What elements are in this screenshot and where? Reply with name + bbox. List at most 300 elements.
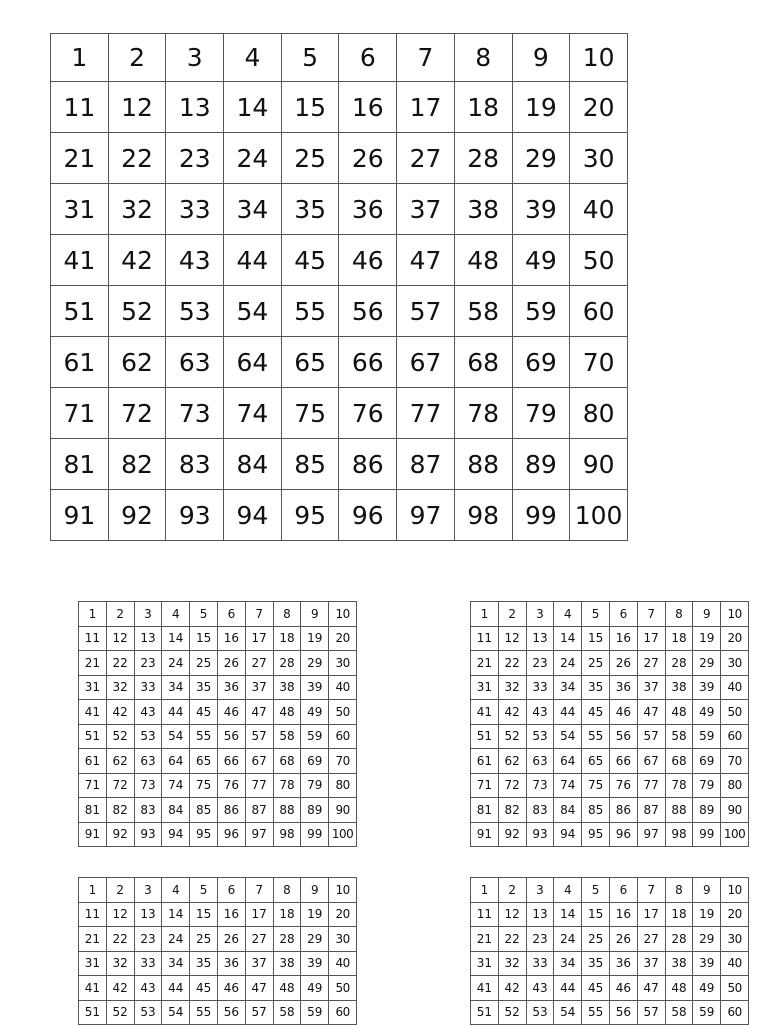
number-cell: 56 (217, 724, 245, 749)
number-cell: 94 (162, 822, 190, 847)
number-cell: 5 (190, 878, 218, 903)
number-cell: 30 (721, 927, 749, 952)
number-cell: 7 (397, 34, 455, 82)
number-cell: 36 (609, 675, 637, 700)
number-cell: 92 (498, 822, 526, 847)
number-cell: 97 (245, 822, 273, 847)
chart-row (51, 490, 628, 541)
number-cell: 17 (637, 626, 665, 651)
number-cell: 10 (721, 602, 749, 627)
number-cell: 52 (106, 1000, 134, 1025)
number-cell: 16 (339, 82, 397, 133)
number-cell: 3 (134, 878, 162, 903)
chart-row (471, 626, 749, 651)
number-cell: 68 (273, 749, 301, 774)
number-cell: 49 (512, 235, 570, 286)
number-cell: 38 (665, 951, 693, 976)
number-cell: 58 (454, 286, 512, 337)
chart-row (79, 822, 357, 847)
number-cell: 48 (454, 235, 512, 286)
number-cell: 90 (721, 798, 749, 823)
number-cell: 76 (609, 773, 637, 798)
number-cell: 60 (721, 724, 749, 749)
number-cell: 90 (329, 798, 357, 823)
number-cell: 92 (106, 822, 134, 847)
number-cell: 4 (162, 878, 190, 903)
number-cell: 9 (301, 878, 329, 903)
number-cell: 20 (721, 902, 749, 927)
number-cell: 13 (134, 902, 162, 927)
number-cell: 54 (554, 724, 582, 749)
number-cell: 55 (190, 1000, 218, 1025)
number-cell: 34 (554, 951, 582, 976)
number-cell: 59 (301, 724, 329, 749)
number-cell: 45 (190, 700, 218, 725)
number-cell: 64 (554, 749, 582, 774)
number-cell: 31 (51, 184, 109, 235)
number-cell: 11 (471, 902, 499, 927)
number-cell: 40 (721, 951, 749, 976)
number-cell: 99 (693, 822, 721, 847)
number-cell: 78 (454, 388, 512, 439)
number-cell: 36 (609, 951, 637, 976)
number-cell: 76 (217, 773, 245, 798)
number-cell: 38 (273, 675, 301, 700)
number-cell: 27 (397, 133, 455, 184)
number-cell: 11 (51, 82, 109, 133)
number-cell: 98 (454, 490, 512, 541)
number-cell: 28 (273, 651, 301, 676)
number-cell: 80 (721, 773, 749, 798)
number-cell: 10 (329, 878, 357, 903)
number-cell: 21 (51, 133, 109, 184)
number-cell: 50 (329, 976, 357, 1001)
number-cell: 23 (526, 927, 554, 952)
number-cell: 56 (217, 1000, 245, 1025)
number-cell: 16 (217, 626, 245, 651)
number-cell: 8 (273, 878, 301, 903)
number-cell: 1 (79, 878, 107, 903)
number-cell: 54 (224, 286, 282, 337)
number-cell: 14 (224, 82, 282, 133)
number-cell: 32 (498, 675, 526, 700)
number-cell: 24 (162, 651, 190, 676)
chart-row (51, 184, 628, 235)
number-cell: 49 (693, 976, 721, 1001)
number-cell: 88 (273, 798, 301, 823)
number-cell: 75 (190, 773, 218, 798)
number-cell: 80 (570, 388, 628, 439)
number-cell: 46 (609, 976, 637, 1001)
number-cell: 52 (498, 724, 526, 749)
number-cell: 95 (582, 822, 610, 847)
chart-row (471, 976, 749, 1001)
number-cell: 26 (609, 651, 637, 676)
number-cell: 23 (526, 651, 554, 676)
number-cell: 62 (498, 749, 526, 774)
number-cell: 53 (526, 724, 554, 749)
number-cell: 51 (51, 286, 109, 337)
number-cell: 17 (245, 902, 273, 927)
number-cell: 40 (329, 675, 357, 700)
number-cell: 43 (166, 235, 224, 286)
number-cell: 45 (582, 976, 610, 1001)
number-cell: 2 (108, 34, 166, 82)
number-cell: 38 (454, 184, 512, 235)
number-cell: 15 (281, 82, 339, 133)
number-cell: 47 (637, 700, 665, 725)
number-cell: 30 (329, 651, 357, 676)
number-cell: 98 (273, 822, 301, 847)
chart-row (79, 902, 357, 927)
chart-row (471, 927, 749, 952)
number-cell: 26 (339, 133, 397, 184)
number-cell: 30 (721, 651, 749, 676)
number-cell: 1 (471, 878, 499, 903)
number-cell: 6 (217, 602, 245, 627)
number-cell: 22 (498, 651, 526, 676)
number-cell: 72 (108, 388, 166, 439)
number-cell: 93 (134, 822, 162, 847)
number-cell: 57 (245, 724, 273, 749)
number-cell: 17 (245, 626, 273, 651)
number-cell: 78 (273, 773, 301, 798)
number-cell: 36 (217, 951, 245, 976)
number-cell: 62 (108, 337, 166, 388)
number-cell: 5 (281, 34, 339, 82)
number-cell: 4 (224, 34, 282, 82)
number-cell: 6 (609, 878, 637, 903)
number-cell: 15 (190, 902, 218, 927)
number-cell: 33 (526, 675, 554, 700)
number-cell: 55 (582, 1000, 610, 1025)
number-cell: 98 (665, 822, 693, 847)
number-cell: 16 (609, 626, 637, 651)
number-cell: 7 (637, 602, 665, 627)
number-cell: 37 (245, 951, 273, 976)
number-cell: 75 (281, 388, 339, 439)
number-cell: 29 (301, 927, 329, 952)
number-cell: 80 (329, 773, 357, 798)
number-cell: 42 (106, 700, 134, 725)
number-cell: 93 (526, 822, 554, 847)
number-cell: 67 (397, 337, 455, 388)
chart-row (51, 133, 628, 184)
number-cell: 94 (224, 490, 282, 541)
number-cell: 21 (79, 651, 107, 676)
number-cell: 50 (721, 700, 749, 725)
number-cell: 92 (108, 490, 166, 541)
number-cell: 84 (162, 798, 190, 823)
number-cell: 66 (339, 337, 397, 388)
number-cell: 36 (339, 184, 397, 235)
number-cell: 2 (498, 878, 526, 903)
number-cell: 4 (554, 602, 582, 627)
number-cell: 93 (166, 490, 224, 541)
number-cell: 30 (570, 133, 628, 184)
number-cell: 41 (471, 976, 499, 1001)
number-cell: 62 (106, 749, 134, 774)
number-cell: 11 (79, 626, 107, 651)
number-cell: 59 (301, 1000, 329, 1025)
number-cell: 31 (79, 951, 107, 976)
number-cell: 48 (273, 976, 301, 1001)
number-cell: 3 (526, 878, 554, 903)
number-cell: 3 (166, 34, 224, 82)
number-cell: 4 (162, 602, 190, 627)
number-cell: 82 (108, 439, 166, 490)
number-cell: 61 (51, 337, 109, 388)
number-cell: 40 (570, 184, 628, 235)
number-cell: 91 (471, 822, 499, 847)
number-cell: 6 (609, 602, 637, 627)
chart-row (471, 602, 749, 627)
number-cell: 54 (162, 724, 190, 749)
chart-row (79, 927, 357, 952)
chart-row (471, 724, 749, 749)
number-cell: 66 (609, 749, 637, 774)
number-cell: 24 (224, 133, 282, 184)
number-cell: 33 (134, 675, 162, 700)
number-cell: 97 (397, 490, 455, 541)
number-cell: 81 (79, 798, 107, 823)
number-cell: 26 (609, 927, 637, 952)
number-cell: 49 (301, 976, 329, 1001)
number-cell: 67 (637, 749, 665, 774)
number-cell: 53 (134, 724, 162, 749)
chart-row (471, 822, 749, 847)
number-cell: 47 (637, 976, 665, 1001)
number-cell: 9 (301, 602, 329, 627)
number-cell: 95 (190, 822, 218, 847)
number-cell: 16 (609, 902, 637, 927)
number-cell: 43 (526, 976, 554, 1001)
number-cell: 74 (224, 388, 282, 439)
number-cell: 51 (471, 1000, 499, 1025)
number-cell: 12 (108, 82, 166, 133)
chart-row (79, 951, 357, 976)
number-cell: 39 (301, 675, 329, 700)
number-cell: 70 (721, 749, 749, 774)
chart-row (79, 1000, 357, 1025)
number-cell: 1 (79, 602, 107, 627)
number-cell: 9 (512, 34, 570, 82)
number-cell: 49 (301, 700, 329, 725)
chart-row (79, 700, 357, 725)
number-cell: 60 (570, 286, 628, 337)
number-cell: 68 (665, 749, 693, 774)
number-cell: 24 (554, 927, 582, 952)
number-cell: 79 (693, 773, 721, 798)
number-cell: 2 (106, 602, 134, 627)
number-cell: 34 (162, 675, 190, 700)
number-cell: 32 (108, 184, 166, 235)
number-cell: 7 (245, 878, 273, 903)
number-cell: 67 (245, 749, 273, 774)
number-cell: 61 (471, 749, 499, 774)
number-cell: 28 (665, 927, 693, 952)
hundred-chart-small-bottom-right (470, 877, 749, 1025)
number-cell: 25 (190, 651, 218, 676)
number-cell: 51 (471, 724, 499, 749)
number-cell: 34 (162, 951, 190, 976)
number-cell: 82 (106, 798, 134, 823)
number-cell: 69 (512, 337, 570, 388)
number-cell: 84 (224, 439, 282, 490)
number-cell: 74 (162, 773, 190, 798)
number-cell: 22 (106, 927, 134, 952)
number-cell: 78 (665, 773, 693, 798)
number-cell: 57 (637, 724, 665, 749)
number-cell: 59 (693, 1000, 721, 1025)
number-cell: 51 (79, 1000, 107, 1025)
number-cell: 37 (637, 951, 665, 976)
number-cell: 10 (570, 34, 628, 82)
number-cell: 8 (665, 878, 693, 903)
chart-row (79, 878, 357, 903)
number-cell: 37 (397, 184, 455, 235)
number-cell: 7 (245, 602, 273, 627)
number-cell: 86 (609, 798, 637, 823)
number-cell: 71 (51, 388, 109, 439)
number-cell: 17 (637, 902, 665, 927)
number-cell: 32 (106, 951, 134, 976)
number-cell: 37 (637, 675, 665, 700)
number-cell: 31 (471, 675, 499, 700)
chart-row (79, 724, 357, 749)
chart-row (51, 235, 628, 286)
number-cell: 13 (526, 902, 554, 927)
number-cell: 79 (512, 388, 570, 439)
number-cell: 44 (162, 976, 190, 1001)
number-cell: 27 (245, 651, 273, 676)
number-cell: 41 (471, 700, 499, 725)
number-cell: 33 (166, 184, 224, 235)
number-cell: 13 (526, 626, 554, 651)
number-cell: 20 (721, 626, 749, 651)
chart-row (79, 602, 357, 627)
number-cell: 32 (106, 675, 134, 700)
number-cell: 63 (526, 749, 554, 774)
number-cell: 38 (665, 675, 693, 700)
number-cell: 36 (217, 675, 245, 700)
number-cell: 25 (582, 927, 610, 952)
number-cell: 13 (134, 626, 162, 651)
number-cell: 46 (217, 700, 245, 725)
number-cell: 3 (134, 602, 162, 627)
chart-row (471, 749, 749, 774)
number-cell: 97 (637, 822, 665, 847)
number-cell: 8 (454, 34, 512, 82)
number-cell: 22 (498, 927, 526, 952)
number-cell: 23 (134, 927, 162, 952)
number-cell: 29 (693, 927, 721, 952)
chart-row (471, 773, 749, 798)
number-cell: 73 (134, 773, 162, 798)
number-cell: 56 (609, 1000, 637, 1025)
number-cell: 59 (693, 724, 721, 749)
number-cell: 21 (79, 927, 107, 952)
number-cell: 27 (637, 651, 665, 676)
number-cell: 83 (134, 798, 162, 823)
number-cell: 44 (224, 235, 282, 286)
number-cell: 1 (51, 34, 109, 82)
number-cell: 18 (273, 626, 301, 651)
chart-row (79, 651, 357, 676)
number-cell: 61 (79, 749, 107, 774)
number-cell: 86 (339, 439, 397, 490)
number-cell: 27 (245, 927, 273, 952)
number-cell: 87 (637, 798, 665, 823)
number-cell: 83 (166, 439, 224, 490)
chart-row (79, 976, 357, 1001)
number-cell: 27 (637, 927, 665, 952)
number-cell: 30 (329, 927, 357, 952)
number-cell: 31 (471, 951, 499, 976)
number-cell: 4 (554, 878, 582, 903)
number-cell: 35 (281, 184, 339, 235)
number-cell: 42 (498, 700, 526, 725)
number-cell: 50 (721, 976, 749, 1001)
number-cell: 8 (273, 602, 301, 627)
number-cell: 77 (397, 388, 455, 439)
number-cell: 46 (609, 700, 637, 725)
number-cell: 51 (79, 724, 107, 749)
chart-row (79, 798, 357, 823)
number-cell: 35 (582, 675, 610, 700)
number-cell: 33 (526, 951, 554, 976)
number-cell: 19 (693, 902, 721, 927)
number-cell: 10 (721, 878, 749, 903)
number-cell: 2 (106, 878, 134, 903)
hundred-chart-small-bottom-left (78, 877, 357, 1025)
number-cell: 5 (582, 602, 610, 627)
number-cell: 12 (106, 902, 134, 927)
number-cell: 39 (693, 675, 721, 700)
number-cell: 60 (329, 724, 357, 749)
number-cell: 81 (51, 439, 109, 490)
number-cell: 63 (134, 749, 162, 774)
number-cell: 72 (106, 773, 134, 798)
number-cell: 88 (454, 439, 512, 490)
number-cell: 55 (582, 724, 610, 749)
number-cell: 81 (471, 798, 499, 823)
number-cell: 34 (554, 675, 582, 700)
number-cell: 8 (665, 602, 693, 627)
number-cell: 40 (329, 951, 357, 976)
number-cell: 6 (217, 878, 245, 903)
number-cell: 43 (526, 700, 554, 725)
number-cell: 99 (512, 490, 570, 541)
number-cell: 86 (217, 798, 245, 823)
number-cell: 77 (637, 773, 665, 798)
number-cell: 47 (245, 976, 273, 1001)
number-cell: 35 (190, 951, 218, 976)
number-cell: 24 (162, 927, 190, 952)
number-cell: 89 (301, 798, 329, 823)
number-cell: 47 (397, 235, 455, 286)
number-cell: 53 (166, 286, 224, 337)
number-cell: 57 (637, 1000, 665, 1025)
number-cell: 85 (582, 798, 610, 823)
number-cell: 73 (526, 773, 554, 798)
number-cell: 45 (281, 235, 339, 286)
number-cell: 100 (570, 490, 628, 541)
number-cell: 5 (582, 878, 610, 903)
number-cell: 22 (108, 133, 166, 184)
number-cell: 56 (609, 724, 637, 749)
number-cell: 52 (108, 286, 166, 337)
